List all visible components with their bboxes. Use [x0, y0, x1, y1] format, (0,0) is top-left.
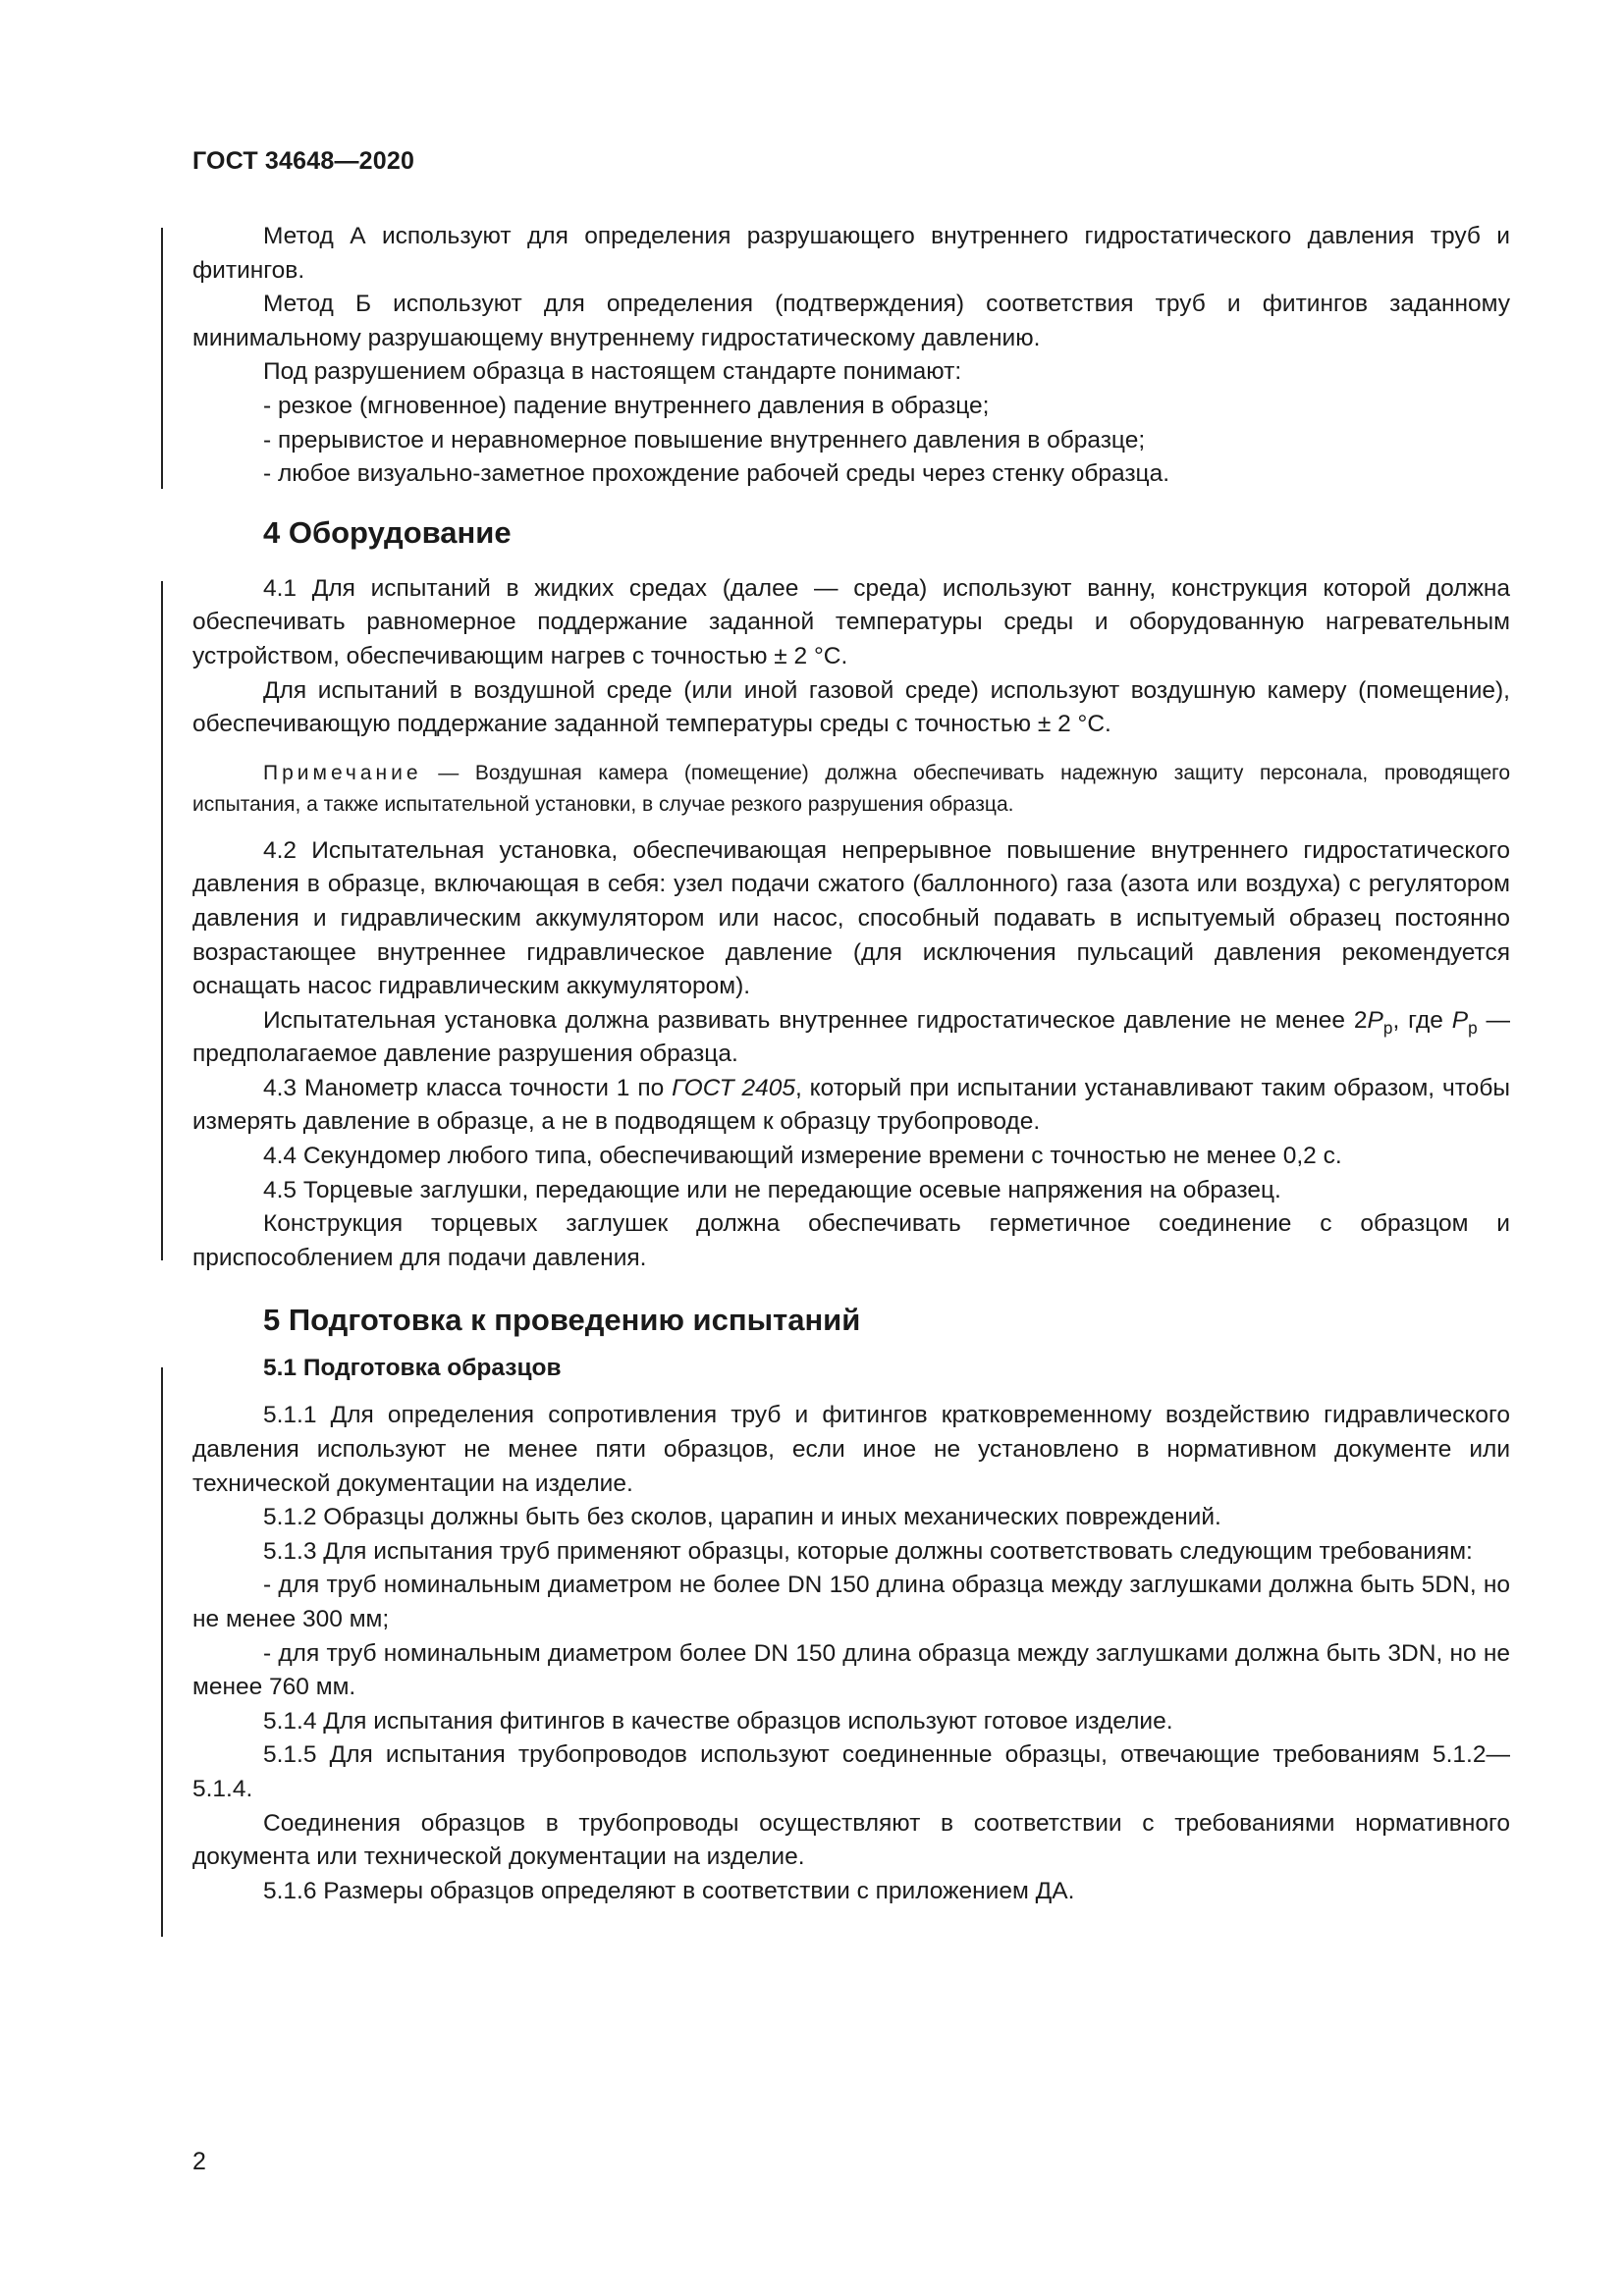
paragraph: Конструкция торцевых заглушек должна обеспечивать герметичное соединение с образцом и приспособлением для подачи давления. [192, 1210, 1510, 1271]
section-heading: 5 Подготовка к проведению испытаний [263, 1303, 861, 1338]
paragraph: 4.5 Торцевые заглушки, передающие или не передающие осевые напряжения на образец. [263, 1176, 1281, 1203]
document-header: ГОСТ 34648—2020 [192, 147, 415, 175]
paragraph: 4.1 Для испытаний в жидких средах (далее — среда) используют ванну, конструкция которой должна обеспечивать равномерное поддержание заданной температуры среды и оборудованную нагревательным устройством, обеспечивающим нагрев с точностью ± 2 °С. [192, 574, 1510, 669]
paragraph: 4.3 Манометр класса точности 1 по ГОСТ 2405, который при испытании устанавливают таким образом, чтобы измерять давление в образце, а не в подводящем к образцу трубопроводе. [192, 1074, 1510, 1136]
paragraph: 5.1.4 Для испытания фитингов в качестве образцов используют готовое изделие. [263, 1707, 1173, 1735]
list-item: - прерывистое и неравномерное повышение внутреннего давления в образце; [263, 426, 1146, 454]
paragraph: 4.2 Испытательная установка, обеспечивающая непрерывное повышение внутреннего гидростатического давления в образце, включающая в себя: узел подачи сжатого (баллонного) газа (азота или воздуха) с регулятором давления и гидравлическим аккумулятором или насос, способный подавать в испытуемый образец постоянно возрастающее внутреннее гидравлическое давление (для исключения пульсаций давления рекомендуется оснащать насос гидравлическим аккумулятором). [192, 836, 1510, 1000]
change-bar [161, 228, 163, 489]
list-item: - резкое (мгновенное) падение внутреннего давления в образце; [263, 392, 990, 419]
paragraph: 5.1.3 Для испытания труб применяют образцы, которые должны соответствовать следующим требованиям: [263, 1537, 1473, 1565]
section-heading: 4 Оборудование [263, 514, 512, 550]
change-bar [161, 1367, 163, 1937]
pressure-symbol: P [1367, 1006, 1383, 1034]
paragraph: 5.1.2 Образцы должны быть без сколов, царапин и иных механических повреждений. [263, 1504, 1221, 1531]
page-number: 2 [192, 2148, 206, 2175]
paragraph: 5.1.1 Для определения сопротивления труб и фитингов кратковременному воздействию гидравлического давления используют не менее пяти образцов, если иное не установлено в нормативном документе или технической документации на изделие. [192, 1402, 1510, 1497]
paragraph: 5.1.6 Размеры образцов определяют в соответствии с приложением ДА. [263, 1877, 1075, 1904]
paragraph: Испытательная установка должна развивать внутреннее гидростатическое давление не менее $2P_р$, где $P_р$ — предполагаемое давление разрушения образца. [192, 1006, 1510, 1068]
change-bar [161, 581, 163, 1260]
paragraph: 4.4 Секундомер любого типа, обеспечивающий измерение времени с точностью не менее 0,2 с. [263, 1143, 1342, 1170]
paragraph: Метод Б используют для определения (подтверждения) соответствия труб и фитингов заданному минимальному разрушающему внутреннему гидростатическому давлению. [192, 291, 1510, 351]
list-item: - любое визуально-заметное прохождение рабочей среды через стенку образца. [263, 460, 1170, 488]
list-item: - для труб номинальным диаметром более DN 150 длина образца между заглушками должна быть 3DN, но не менее 760 мм. [192, 1639, 1510, 1701]
note-text: — Воздушная камера (помещение) должна обеспечивать надежную защиту персонала, проводящего испытания, а также испытательной установки, в случае резкого разрушения образца. [192, 761, 1510, 816]
note [192, 758, 1510, 821]
subsection-heading: 5.1 Подготовка образцов [263, 1355, 562, 1382]
paragraph: 5.1.5 Для испытания трубопроводов используют соединенные образцы, отвечающие требованиям 5.1.2—5.1.4. [192, 1741, 1510, 1802]
list-item: - для труб номинальным диаметром не более DN 150 длина образца между заглушками должна быть 5DN, но не менее 300 мм; [192, 1572, 1510, 1632]
document-body [192, 220, 1510, 1908]
standard-reference: ГОСТ 2405 [672, 1074, 795, 1101]
paragraph: Метод А используют для определения разрушающего внутреннего гидростатического давления труб и фитингов. [192, 223, 1510, 284]
pressure-symbol: P [1451, 1006, 1469, 1034]
paragraph: Под разрушением образца в настоящем стандарте понимают: [263, 358, 962, 386]
paragraph: Соединения образцов в трубопроводы осуществляют в соответствии с требованиями нормативного документа или технической документации на изделие. [192, 1809, 1510, 1871]
note-label: Примечание [263, 761, 422, 784]
paragraph: Для испытаний в воздушной среде (или иной газовой среде) используют воздушную камеру (помещение), обеспечивающую поддержание заданной температуры среды с точностью ± 2 °С. [192, 676, 1510, 738]
